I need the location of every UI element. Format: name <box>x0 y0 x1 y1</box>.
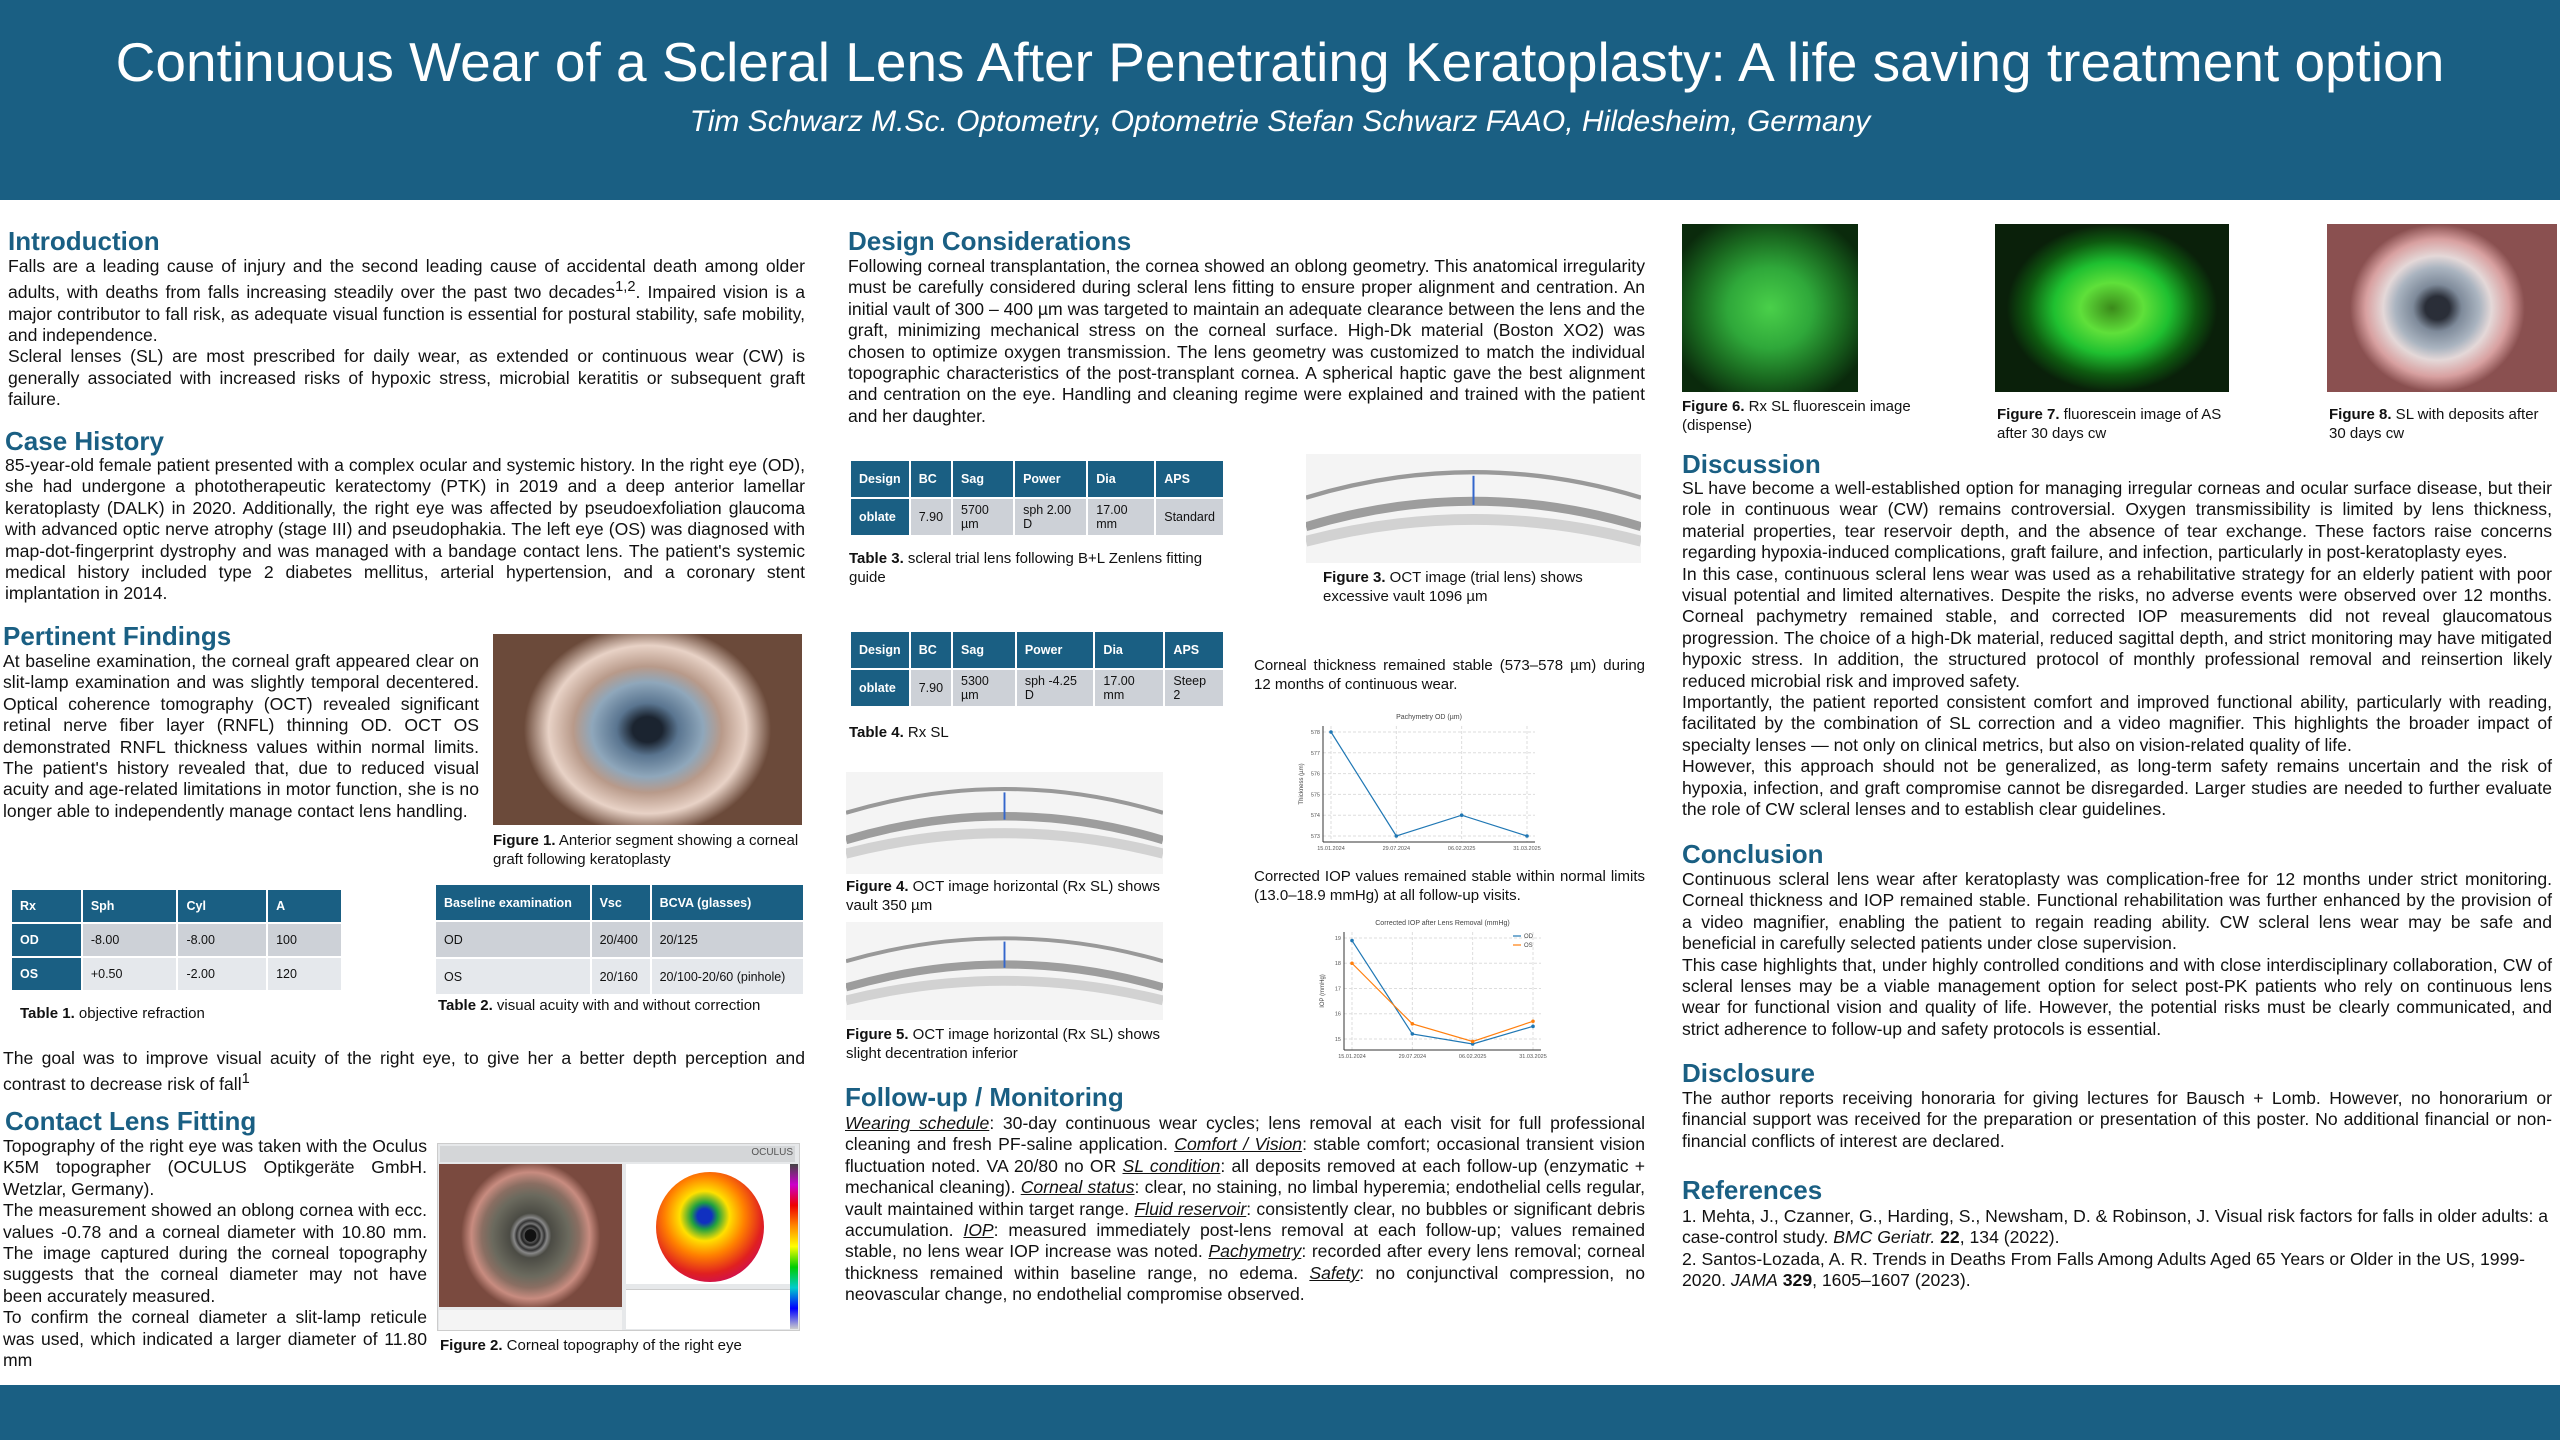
column-header: BC <box>910 631 952 669</box>
design-considerations-heading: Design Considerations <box>848 226 1132 256</box>
data-point <box>1329 730 1333 734</box>
disclosure-heading: Disclosure <box>1682 1058 1815 1088</box>
design-considerations-text: Following corneal transplantation, the cornea showed an oblong geometry. This anatomical irregularity must be carefully considered during scleral lens fitting to ensure proper alignment and centration. An initial vault of 300 – 400 µm was targeted to maintain an adequate clearance between the lens and the graft, minimizing mechanical stress on the corneal surface. High-Dk material (Boston XO2) was chosen to optimize oxygen transmission. The lens geometry was customized to match the individual topographic characteristics of the post-transplant cornea. A spherical haptic gave the best alignment and centration on the eye. Handling and cleaning regime were explained and trained with the patient and her daughter. <box>848 256 1645 426</box>
table-cell: 7.90 <box>910 669 952 707</box>
table-cell: sph 2.00 D <box>1014 498 1087 536</box>
table-2-caption: Table 2. visual acuity with and without correction <box>438 997 761 1014</box>
data-point <box>1460 813 1464 817</box>
pertinent-findings-text: At baseline examination, the corneal graft appeared clear on slit-lamp examination and was slightly temporal decentered. Optical coherence tomography (OCT) revealed significant retinal nerve fiber layer (RNFL) thinning OD. OCT OS demonstrated RNFL thickness values within normal limits. The patient's history revealed that, due to reduced visual acuity and age-related limitations in motor function, she is no longer able to independently manage contact lens handling. <box>3 651 479 821</box>
table-cell: -8.00 <box>82 923 178 957</box>
figure-8-caption: Figure 8. SL with deposits after 30 days cw <box>2329 406 2539 442</box>
column-header: APS <box>1164 631 1224 669</box>
data-point <box>1395 834 1399 838</box>
y-tick-label: 573 <box>1310 834 1320 840</box>
followup-detail: : measured immediately post-lens removal at each follow-up; values remained stable, no lens wear IOP increase was noted. <box>845 1220 1645 1262</box>
data-point <box>1350 961 1354 965</box>
x-tick-label: 29.07.2024 <box>1398 1054 1427 1060</box>
table-4-caption: Table 4. Rx SL <box>849 724 949 741</box>
data-point <box>1525 834 1529 838</box>
column-header: Sph <box>82 889 178 923</box>
followup-detail: : stable comfort; occasional transient vision fluctuation noted. VA 20/80 no OR <box>845 1134 1645 1176</box>
table-cell: -2.00 <box>177 957 267 991</box>
column-header: BCVA (glasses) <box>651 884 804 921</box>
column-header: Design <box>850 631 910 669</box>
series-line <box>1352 963 1533 1041</box>
x-tick-label: 15.01.2024 <box>1317 846 1345 852</box>
table-row <box>850 498 1224 536</box>
table-cell: 20/400 <box>591 921 651 958</box>
table-cell: Steep 2 <box>1164 669 1224 707</box>
data-point <box>1411 1032 1415 1036</box>
series-line <box>1331 732 1527 836</box>
table-cell: Standard <box>1155 498 1224 536</box>
poster-authors: Tim Schwarz M.Sc. Optometry, Optometrie Stefan Schwarz FAAO, Hildesheim, Germany <box>689 105 1871 138</box>
figure-5-caption: Figure 5. OCT image horizontal (Rx SL) shows slight decentration inferior <box>846 1026 1160 1062</box>
data-point <box>1350 939 1354 943</box>
followup-detail: : all deposits removed at each follow-up (enzymatic + mechanical cleaning). <box>845 1155 1645 1198</box>
table-cell: OS <box>435 958 591 995</box>
followup-detail: : no conjunctival compression, no neovascular change, no endothelial compromise observed. <box>845 1262 1646 1305</box>
column-header: Dia <box>1094 631 1164 669</box>
figure-6-fluorescein-image <box>1682 224 1858 392</box>
data-point <box>1411 1022 1415 1026</box>
oculus-logo: OCULUS <box>751 1147 793 1158</box>
table-1-objective-refraction <box>10 888 343 992</box>
pachymetry-note: Corneal thickness remained stable (573–578 µm) during 12 months of continuous wear. <box>1254 657 1645 693</box>
table-cell: +0.50 <box>82 957 178 991</box>
y-tick-label: 18 <box>1334 961 1341 968</box>
x-tick-label: 29.07.2024 <box>1382 846 1411 852</box>
citation-sup: 1,2 <box>615 279 636 296</box>
figure-5-oct-image <box>846 922 1163 1020</box>
y-tick-label: 574 <box>1310 813 1320 820</box>
iop-note: Corrected IOP values remained stable within normal limits (13.0–18.9 mmHg) at all follow-up visits. <box>1254 868 1645 904</box>
followup-detail: : clear, no staining, no limbal hyperemia; endothelial cells regular, vault maintained within target range. <box>845 1177 1646 1219</box>
column-header: BC <box>910 460 952 498</box>
x-tick-label: 31.03.2025 <box>1513 846 1541 852</box>
followup-detail: : 30-day continuous wear cycles; lens removal at each visit for full professional cleaning and fresh PF-saline application. <box>845 1113 1645 1155</box>
followup-heading: Follow-up / Monitoring <box>845 1082 1124 1112</box>
table-cell: 120 <box>267 957 342 991</box>
figure-2-topography-image <box>437 1143 800 1331</box>
figure-7-caption: Figure 7. fluorescein image of AS after 30 days cw <box>1997 406 2222 442</box>
column-header: Baseline examination <box>435 884 591 921</box>
chart-title: Corrected IOP after Lens Removal (mmHg) <box>1375 920 1510 927</box>
followup-label: Safety <box>1309 1262 1360 1283</box>
poster-title: Continuous Wear of a Scleral Lens After Penetrating Keratoplasty: A life saving treatment option <box>115 31 2445 93</box>
table-1-caption: Table 1. objective refraction <box>20 1005 205 1022</box>
table-cell: OD <box>11 923 82 957</box>
table-4-rx-sl <box>849 630 1225 708</box>
table-cell: 20/125 <box>651 921 804 958</box>
intro-p1: Falls are a leading cause of injury and the second leading cause of accidental death among older adults, with deaths from falls increasing steadily over the past two decades <box>8 256 805 303</box>
x-tick-label: 06.02.2025 <box>1447 846 1476 852</box>
x-tick-label: 31.03.2025 <box>1519 1054 1547 1060</box>
disclosure-text: The author reports receiving honoraria for giving lectures for Bausch + Lomb. However, no honorarium or financial support was received for the preparation or presentation of this poster. No additional financial or non-financial conflicts of interest are declared. <box>1682 1088 2552 1151</box>
table-cell: OD <box>435 921 591 958</box>
goal-text: The goal was to improve visual acuity of the right eye, to give her a better depth perception and contrast to decrease risk of fall$^1$ <box>3 1048 805 1095</box>
conclusion-heading: Conclusion <box>1682 839 1824 869</box>
case-history-text: 85-year-old female patient presented with a complex ocular and systemic history. In the right eye (OD), she had undergone a phototherapeutic keratectomy (PTK) in 2019 and a deep anterior lamellar keratoplasty (DALK) in 2020. Additionally, the right eye was affected by pseudoexfoliation glaucoma with advanced optic nerve atrophy (stage III) and pseudophakia. The left eye (OS) was diagnosed with map-dot-fingerprint dystrophy and was managed with a bandage contact lens. The patient's systemic medical history included type 2 diabetes mellitus, arterial hypertension, and a coronary stent implantation in 2014. <box>5 455 805 604</box>
column-header: Power <box>1016 631 1095 669</box>
column-header: Sag <box>952 631 1016 669</box>
data-point <box>1471 1040 1475 1044</box>
table-cell: -8.00 <box>177 923 267 957</box>
figure-4-caption: Figure 4. OCT image horizontal (Rx SL) shows vault 350 µm <box>846 878 1160 914</box>
y-tick-label: 19 <box>1334 936 1341 942</box>
figure-2-caption: Figure 2. Corneal topography of the right eye <box>440 1337 742 1354</box>
followup-text <box>845 1113 1645 1306</box>
x-tick-label: 06.02.2025 <box>1458 1054 1487 1060</box>
data-point <box>1531 1025 1535 1029</box>
y-tick-label: 575 <box>1310 792 1320 799</box>
y-tick-label: 17 <box>1334 986 1341 993</box>
table-3-caption: Table 3. scleral trial lens following B+L Zenlens fitting guide <box>849 550 1203 586</box>
discussion-heading: Discussion <box>1682 449 1821 479</box>
table-row <box>850 669 1224 707</box>
table-cell: 5300 µm <box>952 669 1016 707</box>
table-2-visual-acuity <box>434 883 805 996</box>
table-cell: 20/100-20/60 (pinhole) <box>651 958 804 995</box>
poster-header <box>0 0 2560 200</box>
introduction-heading: Introduction <box>8 226 160 256</box>
followup-label: Fluid reservoir <box>1134 1198 1247 1219</box>
pachymetry-chart <box>1295 710 1545 856</box>
column-header: Sag <box>952 460 1014 498</box>
pertinent-findings-heading: Pertinent Findings <box>3 621 232 651</box>
table-cell: 17.00 mm <box>1087 498 1155 536</box>
followup-label: IOP <box>963 1220 994 1241</box>
discussion-text: SL have become a well-established option for managing irregular corneas and ocular surface disease, but their role in continuous wear (CW) remains controversial. Oxygen transmissibility is limited by lens thickness, material properties, tear reservoir depth, and the absence of tear exchange. These factors raise concerns regarding hypoxia-induced complications, graft failure, and infection, particularly in post-keratoplasty eyes. In this case, continuous scleral lens wear was used as a rehabilitative strategy for an elderly patient with poor visual potential and limited alternatives. Despite the risks, no adverse events were observed over 12 months. Corneal pachymetry remained stable, and corrected IOP measurements did not reveal glaucomatous progression. The choice of a high-Dk material, reduced sagittal depth, and strict monitoring may have mitigated hypoxic stress. In addition, the structured protocol of monthly professional removal and reinsertion likely reduced microbial risk and improved safety. Importantly, the patient reported consistent comfort and improved functional ability, particularly with reading, facilitated by the combination of SL correction and a video magnifier. This highlights the broader impact of specialty lenses — not only on clinical metrics, but also on vision-related quality of life. However, this approach should not be generalized, as long-term safety remains uncertain and the risk of hypoxia, infection, and graft compromise cannot be disregarded. Larger studies are needed to further evaluate the role of CW scleral lenses and to establish clear guidelines. <box>1682 478 2552 820</box>
conclusion-text: Continuous scleral lens wear after keratoplasty was complication-free for 12 months under strict monitoring. Corneal thickness and IOP remained stable. Functional rehabilitation was further enhanced by the provision of a video magnifier, enabling the patient to regain reading ability. CW scleral lens wear may be safe and beneficial in carefully selected patients under close supervision. This case highlights that, under highly controlled conditions and with close interdisciplinary collaboration, CW of scleral lenses may be a viable management option for select post-PK patients who rely on continuous lens wear for functional vision and quality of life. However, the potential risks must be clearly communicated, and strict adherence to follow-up and safety protocols is essential. <box>1682 869 2552 1039</box>
table-cell: sph -4.25 D <box>1016 669 1095 707</box>
case-history-heading: Case History <box>5 426 164 456</box>
y-tick-label: 15 <box>1334 1036 1341 1043</box>
legend-label: OD <box>1524 934 1533 940</box>
table-row <box>435 958 804 995</box>
column-header: APS <box>1155 460 1224 498</box>
contact-lens-fitting-text: Topography of the right eye was taken with the Oculus K5M topographer (OCULUS Optikgeräte GmbH. Wetzlar, Germany). The measurement showed an oblong cornea with ecc. values -0.78 and a corneal diameter with 10.80 mm. The image captured during the corneal topography suggests that the corneal diameter may not have been accurately measured. To confirm the corneal diameter a slit-lamp reticule was used, which indicated a larger diameter of 11.80 mm <box>3 1136 427 1371</box>
figure-3-oct-image <box>1306 454 1641 563</box>
column-header: Design <box>850 460 910 498</box>
figure-8-deposits-image <box>2327 224 2557 392</box>
table-cell: 17.00 mm <box>1094 669 1164 707</box>
y-axis-label: Thickness (µm) <box>1299 763 1305 805</box>
introduction-text <box>8 256 805 411</box>
column-header: Dia <box>1087 460 1155 498</box>
series-line <box>1352 941 1533 1044</box>
table-row <box>435 921 804 958</box>
followup-label: Comfort / Vision <box>1174 1134 1303 1155</box>
references-list <box>1682 1206 2552 1292</box>
y-axis-label: IOP (mmHg) <box>1320 974 1326 1008</box>
figure-3-caption: Figure 3. OCT image (trial lens) shows excessive vault 1096 µm <box>1323 569 1583 605</box>
figure-1-caption: Figure 1. Anterior segment showing a corneal graft following keratoplasty <box>493 832 799 868</box>
contact-lens-fitting-heading: Contact Lens Fitting <box>5 1106 257 1136</box>
chart-title: Pachymetry OD (µm) <box>1396 714 1462 721</box>
followup-label: Corneal status <box>1020 1177 1135 1198</box>
followup-detail: : recorded after every lens removal; corneal thickness remained within baseline range, no edema. <box>845 1241 1645 1283</box>
poster-footer <box>0 1385 2560 1440</box>
intro-p1-end: . Impaired vision is a major contributor to fall risk, as adequate visual function is essential for postural stability, safe mobility, and independence. <box>8 282 805 346</box>
x-tick-label: 15.01.2024 <box>1338 1054 1366 1060</box>
table-cell: oblate <box>850 669 910 707</box>
legend-label: OS <box>1524 943 1533 949</box>
table-row <box>11 923 342 957</box>
table-cell: 20/160 <box>591 958 651 995</box>
data-point <box>1531 1019 1535 1023</box>
table-cell: 5700 µm <box>952 498 1014 536</box>
followup-detail: : consistently clear, no bubbles or significant debris accumulation. <box>845 1198 1646 1241</box>
iop-chart <box>1316 916 1551 1064</box>
table-cell: 7.90 <box>910 498 952 536</box>
intro-p2: Scleral lenses (SL) are most prescribed for daily wear, as extended or continuous wear (CW) is generally associated with increased risks of hypoxic stress, microbial keratitis or subsequent graft failure. <box>8 346 805 410</box>
figure-6-caption: Figure 6. Rx SL fluorescein image (dispense) <box>1682 398 1911 434</box>
figure-1-eye-image <box>493 634 802 825</box>
table-cell: oblate <box>850 498 910 536</box>
reference-item: 1. Mehta, J., Czanner, G., Harding, S., Newsham, D. & Robinson, J. Visual risk factors for falls in older adults: a case-control study. BMC Geriatr. 22, 134 (2022). <box>1682 1206 2549 1248</box>
table-row <box>11 957 342 991</box>
column-header: A <box>267 889 342 923</box>
table-cell: OS <box>11 957 82 991</box>
column-header: Cyl <box>177 889 267 923</box>
figure-4-oct-image <box>846 772 1163 874</box>
y-tick-label: 578 <box>1310 730 1320 736</box>
references-heading: References <box>1682 1175 1823 1205</box>
column-header: Power <box>1014 460 1087 498</box>
column-header: Vsc <box>591 884 651 921</box>
table-3-trial-lens <box>849 459 1225 537</box>
table-cell: 100 <box>267 923 342 957</box>
followup-label: Pachymetry <box>1208 1241 1302 1262</box>
column-header: Rx <box>11 889 82 923</box>
y-tick-label: 576 <box>1310 771 1320 778</box>
y-tick-label: 16 <box>1334 1011 1341 1018</box>
followup-label: Wearing schedule <box>845 1113 990 1133</box>
reference-item: 2. Santos-Lozada, A. R. Trends in Deaths From Falls Among Adults Aged 65 Years or Older in the US, 1999-2020. JAMA 329, 1605–1607 (2023). <box>1682 1248 2526 1291</box>
followup-label: SL condition <box>1122 1155 1221 1176</box>
figure-7-fluorescein-image <box>1995 224 2229 392</box>
y-tick-label: 577 <box>1310 750 1320 757</box>
